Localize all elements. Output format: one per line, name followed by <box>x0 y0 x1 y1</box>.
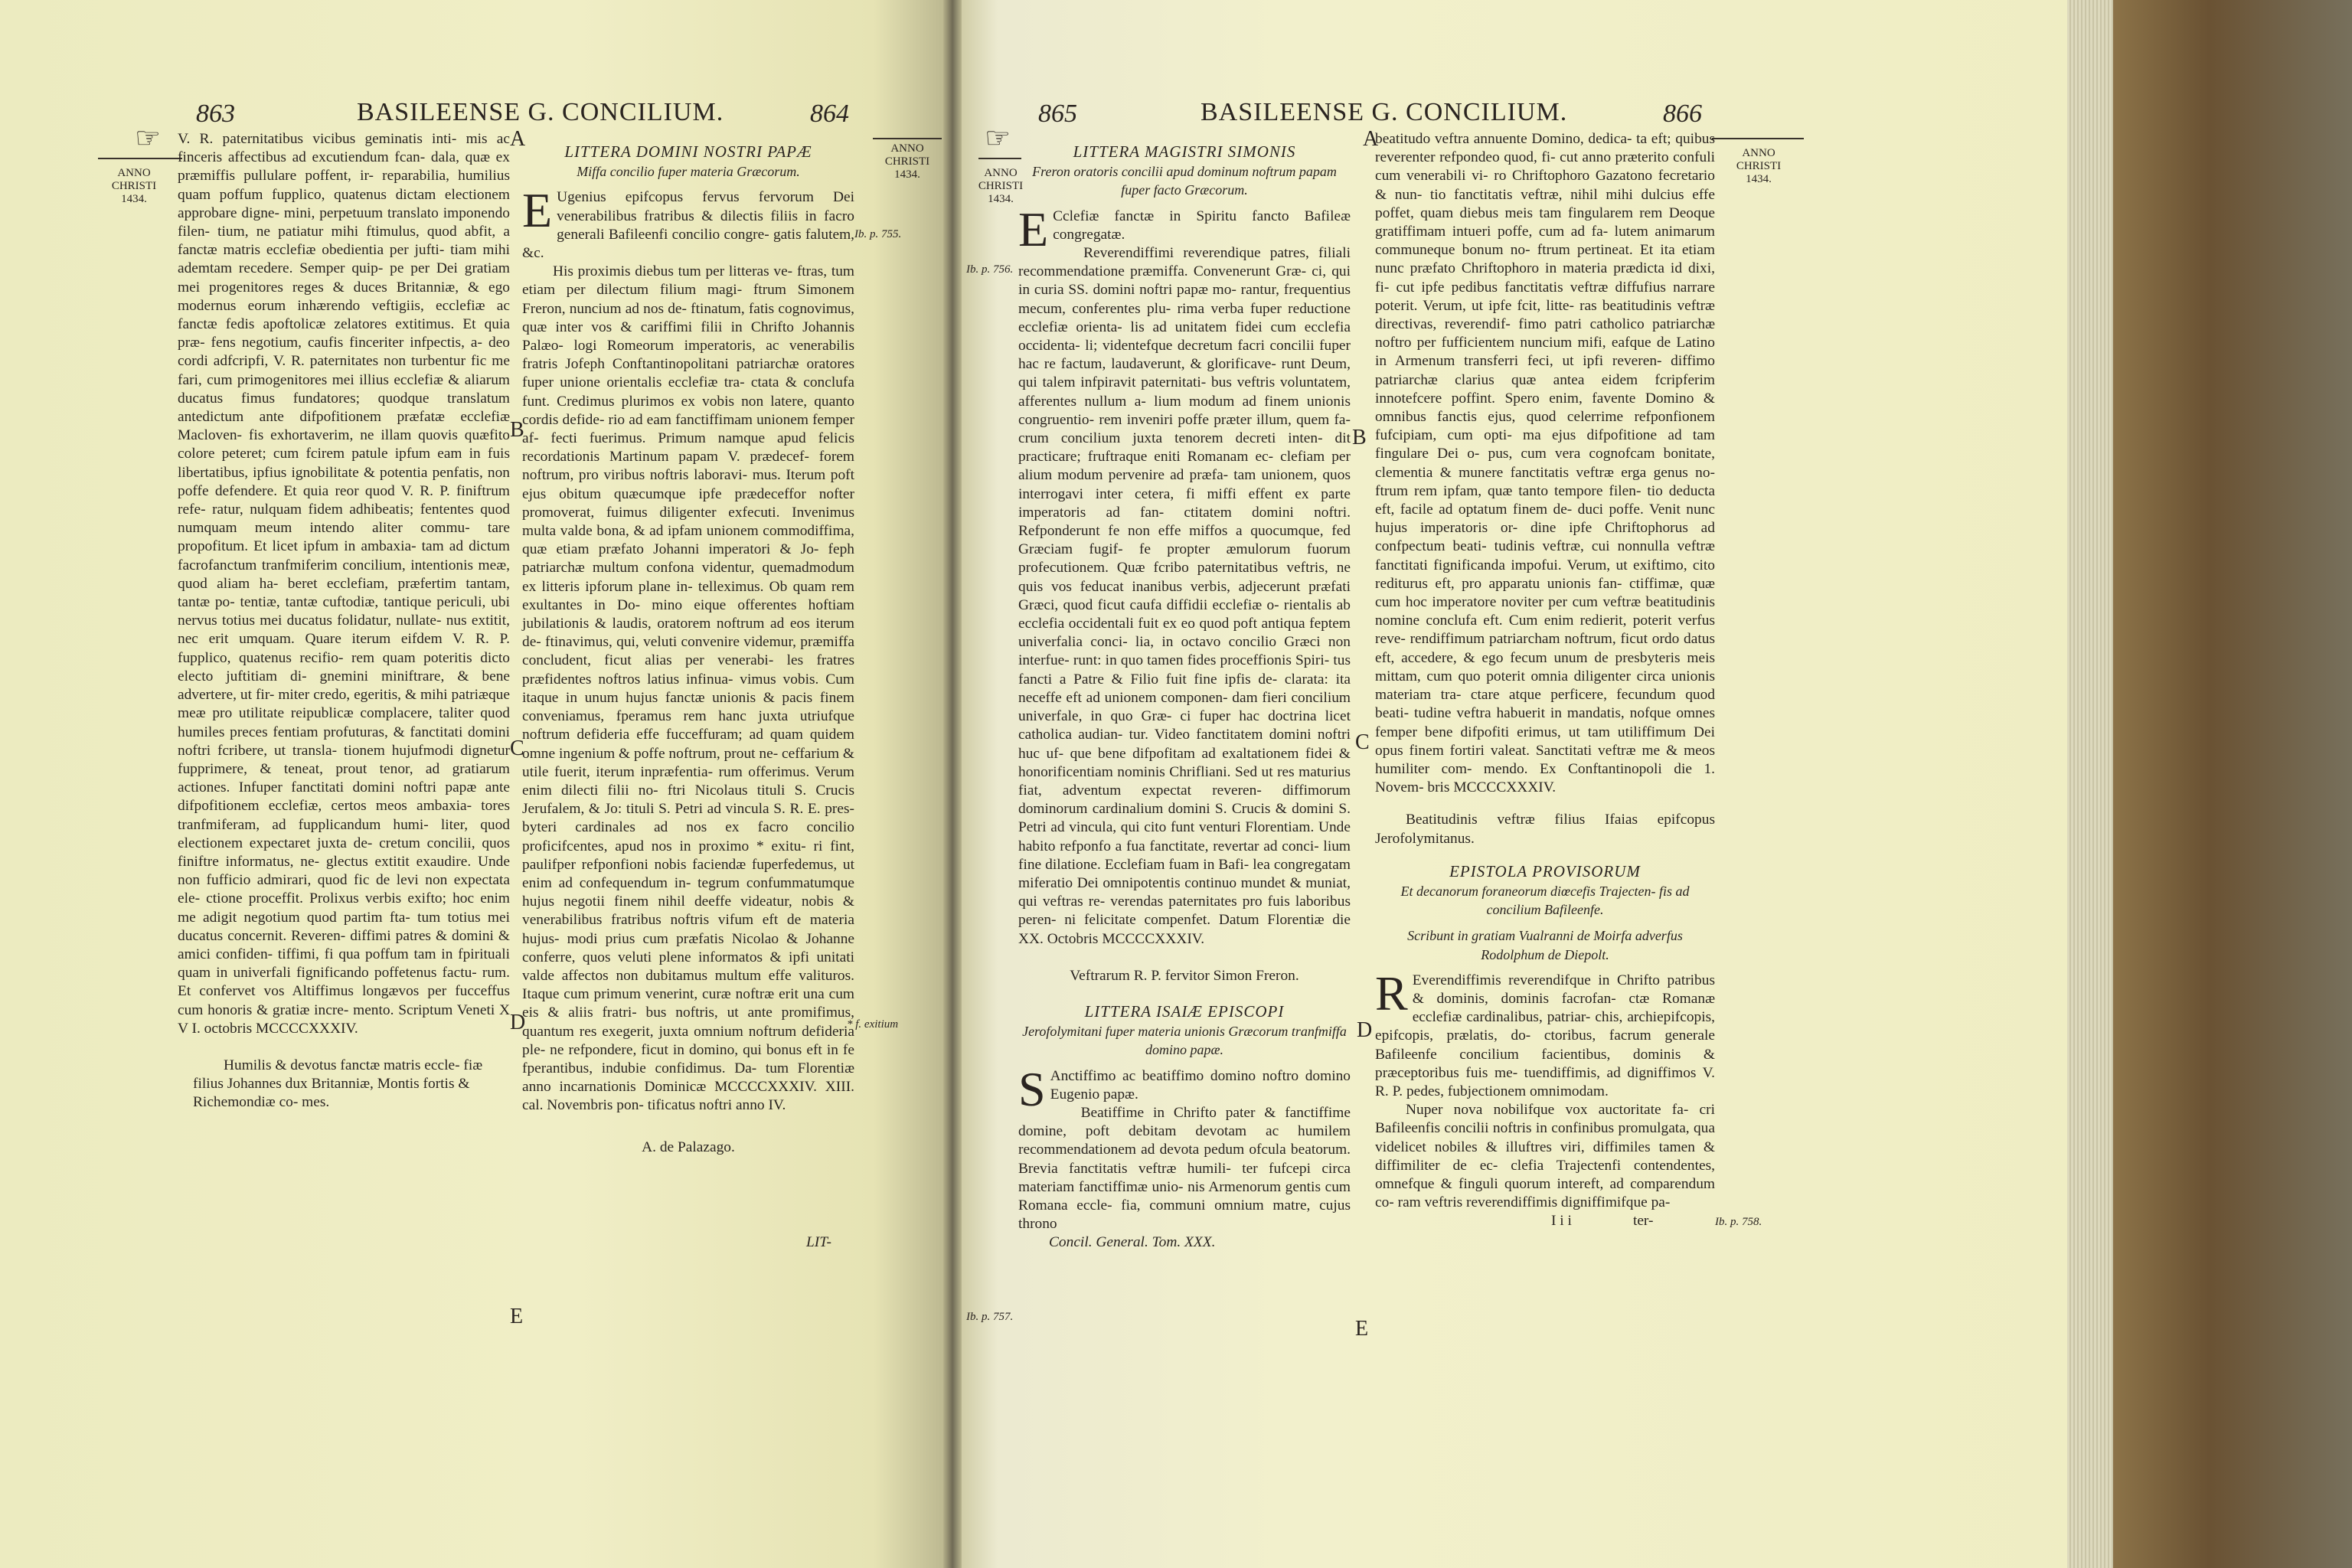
letter-opening: Ugenius epifcopus fervus fervorum Dei venerabilibus fratribus & dilectis filiis in facro generali Bafileenfi concilio congre- gatis falutem, &c. <box>522 189 854 262</box>
section-letter-d: D <box>1357 1018 1373 1042</box>
column-2-signature: A. de Palazago. <box>642 1138 735 1155</box>
letter-opening: Anctiffimo ac beatiffimo domino noftro domino Eugenio papæ. <box>1050 1067 1351 1102</box>
page-number-864: 864 <box>810 100 849 128</box>
column-3-text: Reverendiffimi reverendique patres, filiali recommendatione præmiffa. Convenerunt Græ- ci, qui in curia SS. domini noftri papæ mo- rantur, frequentius mecum, conferentes plu- rima verba fuper reductione ecclefiæ orienta- lis ad unitatem fidei cum ecclefia occidenta- li; videntefque decretum facri concilii fuper hac re factum, laudaverunt, & glorificave- runt Deum, qui talem infpiravit paternitati- bus veftris voluntatem, afferentes nullum a- lium modum ad finem unionis congruentio- rem inveniri poffe præter illum, quem fa- crum concilium juxta tenorem decreti inten- dit practicare; fruftraque eniti Romanam ec- clefiam per alium modum pervenire ad præfa- tam unionem, quos interrogavi inter cetera, fi miffi effent ex parte imperatoris ad fan- ctitatem domini noftri. Refponderunt fe non effe miffos a quocumque, fed Græciam fugif- fe propter æmulorum fuorum profecutionem. Quæ fcribo paternitatibus veftris, ne quis vos feducat inanibus verbis, adjecerunt præfati Græci, quod ficut caufa diffidii ecclefiæ o- rientalis ab ecclefia occidentali fuit ex eo quod poft antiqua feptem univerfalia conci- lia, in octavo concilio Græci non interfue- runt: in quo tamen fides proceffionis Spiri- tus fancti a Patre & Filio fuit fine ipfis de- clarata: ita neceffe eft ad unionem componen- dam fieri concilium univerfale, in quo Græ- ci fuper hac doctrina licet catholica audian- tur. Video fanctitatem domini noftri huc uf- que bene difpofitam ad exaltationem fidei & honorificentiam nominis Chrifliani. Sed ut res maturius fiat, adventum expectat reveren- diffimorum dominorum cardinalium domini S. Crucis & domini S. Petri ad vincula, qui cito funt venturi Florentiam. Unde habito refponfo a fua fanctitate, revertar ad conci- lium fine dilatione. Ecclefiam fuam in Bafi- lea congregatam miferatio Dei omnipotentis continuo mundet & muniat, qui veftras re- verendas paternitates pro fuis laboribus peren- ni felicitate compenfet. Datum Florentiæ die XX. Octobris MCCCCXXXIV. <box>1018 245 1351 947</box>
column-1 <box>178 130 510 1112</box>
column-3-text-2: Beatiffime in Chrifto pater & fanctiffime domine, poft debitam devotam ac humilem recommendationem ad devota pedum ofcula beatorum. Brevia fanctitatis veftræ humili- ter fufcepi circa materiam fanctiffimæ unio- nis Armenorum gentis cum Romana eccle- fia, communi omnium matre, cujus throno <box>1018 1104 1351 1233</box>
page-number-865: 865 <box>1038 100 1077 128</box>
section-letter-a: A <box>510 127 526 151</box>
margin-ref: * f. exitium <box>847 1018 899 1031</box>
year-annotation: ANNO CHRISTI 1434. <box>111 167 157 205</box>
margin-ref: Ib. p. 757. <box>966 1311 1014 1323</box>
letter-title: LITTERA ISAIÆ EPISCOPI <box>1084 1001 1285 1021</box>
column-2 <box>522 138 854 1252</box>
column-1-signature: Humilis & devotus fanctæ matris eccle- fiæ filius Johannes dux Britanniæ, Montis fortis & Richemondiæ co- mes. <box>193 1057 483 1111</box>
letter-subtitle: Jerofolymitani fuper materia unionis Græcorum tranfmiffa domino papæ. <box>1022 1024 1347 1058</box>
section-letter-e: E <box>510 1305 524 1328</box>
letter-title: LITTERA DOMINI NOSTRI PAPÆ <box>564 142 812 161</box>
section-letter-c: C <box>1355 730 1370 754</box>
page-number-863: 863 <box>196 100 235 128</box>
pointing-hand-icon: ☞ <box>135 122 162 155</box>
column-4 <box>1375 130 1715 1231</box>
page-title-left: BASILEENSE G. CONCILIUM. <box>357 98 724 126</box>
column-2-text: His proximis diebus tum per litteras ve- ftras, tum etiam per dilectum filium magi- ftrum Simonem Freron, nuncium ad nos de- ftinatum, fatis cognovimus, quæ inter vos & cariffimi filii in Chrifto Johannis Palæo- logi Romeorum imperatoris, ac venerabilis fratris Jofeph Conftantinopolitani patriarchæ oratores fuper unione orientalis ecclefiæ tra- ctata & conclufa funt. Credimus plurimos ex vobis non latere, quanto cordis defide- rio ad eam fanctiffimam unionem femper af- fecti fuerimus. Primum namque apud felicis recordationis Martinum papam V. prædecef- forem noftrum, pro viribus noftris laboravi- mus. Iterum poft ejus obitum quæcumque ipfe prædeceffor nofter promoverat, fuimus diligenter exfecuti. Invenimus multa valde bona, & ad ipfam unionem commodiffima, quæ etiam præfato Johanni imperatori & Jo- feph patriarchæ multum confona videntur, quemadmodum ex litteris ipforum plane in- telleximus. Ob quam rem exultantes in Do- mino eique offerentes hoftiam jubilationis & laudis, oratorem noftrum ad eos iterum de- ftinavimus, qui, veluti convenire videmur, præmiffa concludent, ficut alias per venerabi- les fratres præfidentes noftros latius infinua- vimus vobis. Cum itaque in unum hujus fanctæ unionis & pacis finem conveniamus, fperamus rem hanc juxta utriufque noftrum defideria effe fucceffuram; ad quam quidem omne ingenium & poffe noftrum, prout ne- ceffarium & utile fuerit, iterum inpræfentia- rum offerimus. Verum enim dilecti filii no- ftri Nicolaus tituli S. Crucis Jerufalem, & Jo: tituli S. Petri ad vincula S. R. E. pres- byteri cardinales ad nos ex facro concilio proficifcentes, apud nos in proximo * exitu- ri fint, paulifper refponfioni nobis faciendæ fuperfedemus, ut enim ad confequendum in- tegrum confummatumque hujus negotii finem nihil deeffe videatur, nobis & venerabilibus fratribus noftris vifum eft de materia hujus- modi prius cum præfatis Nicolao & Johanne conferre, quos veluti plene informatos & ipfi unitati valde affectos non dubitamus multum effe valituros. Itaque cum primum venerint, curæ noftræ erit una cum eis & aliis fratri- bus noftris, ut ante promifimus, quantum res exegerit, juxta omnium noftrum defideria ple- ne refpondere, ficut in domino, qui bonus eft in fe fperantibus, indubie confidimus. Da- tum Florentiæ anno incarnationis Dominicæ MCCCCXXXIV. XIII. cal. Novembris pon- tificatus noftri anno IV. <box>522 263 854 1114</box>
letter-opening: Cclefiæ fanctæ in Spiritu fancto Bafileæ congregatæ. <box>1053 207 1351 243</box>
header-rule <box>873 138 942 139</box>
section-letter-d: D <box>510 1011 526 1034</box>
page-title-right: BASILEENSE G. CONCILIUM. <box>1200 98 1568 126</box>
drop-cap: E <box>522 183 553 238</box>
drop-cap: R <box>1375 965 1408 1021</box>
section-letter-b: B <box>510 418 524 442</box>
drop-cap: S <box>1018 1061 1046 1116</box>
drop-cap: E <box>1018 201 1049 256</box>
book-cover <box>2113 0 2352 1568</box>
year-annotation: ANNO CHRISTI 1434. <box>978 167 1024 205</box>
column-1-text: V. R. paternitatibus vicibus geminatis inti- mis ac finceris affectibus ad excutiendum fcan- dala, quæ ex præmiffis pullulare poffent, ir- reparabilia, humilius quam poffum fupplico, quatenus dictam electionem approbare digne- mini, perpetuum translato imponendo filen- tium, ne patiatur mihi ftimulus, quod abfit, a fanctæ matris ecclefiæ obedientia per jufti- tiam mihi ademtam recedere. Semper quip- pe per Dei gratiam mei progenitores reges & duces Britanniæ, & ego modernus eorum inhærendo veftigiis, ecclefiæ ac fanctæ fedis apoftolicæ zelatores extitimus. Et quia præ- fens negotium, caufis finceriter infpectis, a- deo cordi adfcripfi, V. R. paternitates non turbentur fic me fari, cum primogenitores mei illius ecclefiæ & aliarum ducatus fimus fundatores; quodque translatum antedictum ante difpofitionem præfatæ ecclefiæ Macloven- fis exhortaverim, ne illam quovis quæfito colore peteret; cum fcirem patule ipfum eam in fuis libertatibus, ipfius ignobilitate & potentia penfatis, non poffe defendere. Et quia reor quod V. R. P. finiftrum refe- ratur, nulquam fidem adhibeatis; fententes quod numquam meum intendo aliter commu- tare propofitum. Et licet ipfum in ambaxia- tam ad dictum facrofanctum tranfmiferim concilium, intentionis meæ, quod aliam ha- beret ecclefiam, præfertim tantam, tantæ po- tentiæ, tantæ cuftodiæ, tantique periculi, ubi nervus totius mei ducatus folidatur, nullate- nus extitit, nec erit umquam. Quare iterum eifdem V. R. P. fupplico, quatenus recifio- rem quam poteritis dicto electo juftitiam di- gnemini miniftrare, & bene advertere, ut fir- miter credo, egeritis, & mihi patriæque meæ pro utilitate reipublicæ complacere, taliter quod humiles preces fentiam profuturas, & fanctitati domini noftri fcribere, ut transla- tionem hujufmodi dignetur fupprimere, & teneat, prout tenor, ad gratiarum actiones. Infuper fanctitati domini noftri papæ ante difpofitionem ecclefiæ, certos meos ambaxia- tores tranfmiferam, ad fupplicandum humi- liter, quod electionem expectaret juxta de- cretum concilii, quos finiftre informatus, ne- glectus extitit exaudire. Unde non fufficio admirari, quod fic de levi non expectata ele- ctione proceffit. Prolixus verbis exifto; hoc enim me adigit negotium quod partim fta- tum totius mei ducatus concernit. Reveren- diffimi patres & domini & amici confiden- tiffimi, fi qua poffum tam in fpirituali quam in univerfali fignificando poffetenus factu- rum. Et confervet vos Altiffimus longævos per fucceffus cum honoris & gratiæ incre- mento. Scriptum Veneti X V I. octobris MCCCCXXXIV. <box>178 131 510 1037</box>
pointing-hand-icon: ☞ <box>985 122 1011 155</box>
margin-ref: Ib. p. 756. <box>966 263 1014 276</box>
letter-subtitle: Et decanorum foraneorum diœcefis Trajecten- fis ad concilium Bafileenfe. <box>1400 883 1690 918</box>
section-letter-c: C <box>510 737 524 760</box>
header-rule <box>1712 138 1804 139</box>
column-4-signature: Beatitudinis veftræ filius Ifaias epifcopus Jerofolymitanus. <box>1375 812 1715 847</box>
section-letter-e: E <box>1355 1317 1369 1341</box>
year-annotation: ANNO CHRISTI 1434. <box>1736 147 1782 185</box>
column-4-text-2: Nuper nova nobilifque vox auctoritate fa- cri Bafileenfis concilii noftris in confinibus promulgata, qua videlicet nobiles & illuftres viri, diffimiles tamen & diffimiliter de ec- clefia Trajectenfi contendentes, omnefque & finguli quorum intereft, ad comparendum co- ram veftris reverendiffimis digniffimifque pa- <box>1375 1102 1715 1211</box>
letter-title: EPISTOLA PROVISORUM <box>1449 861 1641 880</box>
volume-footer: Concil. General. Tom. XXX. <box>1049 1234 1216 1251</box>
letter-subtitle: Freron oratoris concilii apud dominum noftrum papam fuper facto Græcorum. <box>1032 164 1337 198</box>
letter-title: LITTERA MAGISTRI SIMONIS <box>1073 142 1296 161</box>
year-annotation: ANNO CHRISTI 1434. <box>884 142 930 181</box>
section-letter-a: A <box>1363 127 1379 151</box>
letter-opening: Everendiffimis reverendifque in Chrifto patribus & dominis, dominis facrofan- ctæ Romanæ ecclefiæ cardinalibus, patriar- chis, archiepifcopis, epifcopis, prælatis, do- ctoribus, facrum generale Bafileenfe concilium facientibus, dominis & præceptoribus fuis me- tuendiffimis, ad digniffimos V. R. P. pedes, fubjectionem omnimodam. <box>1375 972 1715 1099</box>
column-3 <box>1018 138 1351 1253</box>
section-letter-b: B <box>1352 426 1367 449</box>
page-number-866: 866 <box>1663 100 1702 128</box>
signature-mark <box>1375 1212 1715 1230</box>
catchword: ter- <box>1632 1213 1654 1230</box>
header-rule <box>978 158 1021 159</box>
column-4-text: beatitudo veftra annuente Domino, dedica- ta eft; quibus reverenter refpondeo quod, fi- cut anno præterito confuli cum venerabili vi- ro Chriftophoro Gazatono fecretario & nun- tio fanctitatis veftræ, nihil mihi dulcius effe poffet, quam diebus meis tam fingularem rem Deoque gratiffimam intueri poffe, cum ad fa- lutem animarum communeque bonum no- ftrum pertineat. Et ita etiam nunc præfato Chriftophoro in materia prædicta id dixi, fi- cut ipfe pedibus fanctitatis veftræ diffufius narrare poterit. Verum, ut ipfe fcit, litte- ras beatitudinis veftræ directivas, reverendif- fimo patri catholico patriarchæ noftro per fufficientem nuncium mifi, eafque de Latino in Armenum transferri feci, ut ipfi reveren- diffimo patriarchæ clarius quæ antea eidem fcripferim innotefcere poffint. Spero enim, favente Domino & omnibus fanctis ejus, quod celerrime refponfionem fufcipiam, cum opti- ma ejus difpofitione ad tam fingulare Dei o- pus, cum vera cognofcam bonitate, clementia & munere fanctitatis veftræ erga genus no- ftrum rem ipfam, quæ tanto tempore filen- tio deducta eft, facile ad optatum finem de- duci poffe. Venit nunc hujus imperatoris or- dine ipfe Chriftophorus ad confpectum beati- tudinis veftræ, cui nonnulla veftræ fanctitati fignificanda impofui. Verum, ut exiftimo, cito rediturus eft, pro apparatu unionis fan- ctiffimæ, quæ cum hoc imperatore noviter per cum veftræ beatitudinis nomine conclufa eft. Cum enim redierit, poterit verfus reve- rendiffimum patriarcham noftrum, ficut ordo datus eft, accedere, & ego fecum unum de presbyteris meis mittam, cum quo poterit omnia diligenter circa unionis materiam tra- ctare atque perficere, fecundum quod beati- tudine veftra habuerit in mandatis, nofque omnes femper bene difpofiti erimus, ut tam utiliffimum Dei opus finem fortiri valeat. Sanctitati veftræ me & meos humiliter com- mendo. Ex Conftantinopoli die 1. Novem- bris MCCCCXXXIV. <box>1375 131 1715 796</box>
margin-ref: Ib. p. 758. <box>1715 1216 1762 1228</box>
column-3-signature: Veftrarum R. P. fervitor Simon Freron. <box>1070 967 1299 984</box>
margin-ref: Ib. p. 755. <box>854 228 902 240</box>
catchword: LIT- <box>805 1233 831 1250</box>
header-rule <box>98 158 182 159</box>
book-gutter <box>943 0 962 1568</box>
letter-subtitle: Miffa concilio fuper materia Græcorum. <box>577 164 800 180</box>
signature-mark-text: I i i <box>1551 1213 1572 1230</box>
letter-note: Scribunt in gratiam Vualranni de Moirfa adverfus Rodolphum de Diepolt. <box>1407 928 1683 962</box>
